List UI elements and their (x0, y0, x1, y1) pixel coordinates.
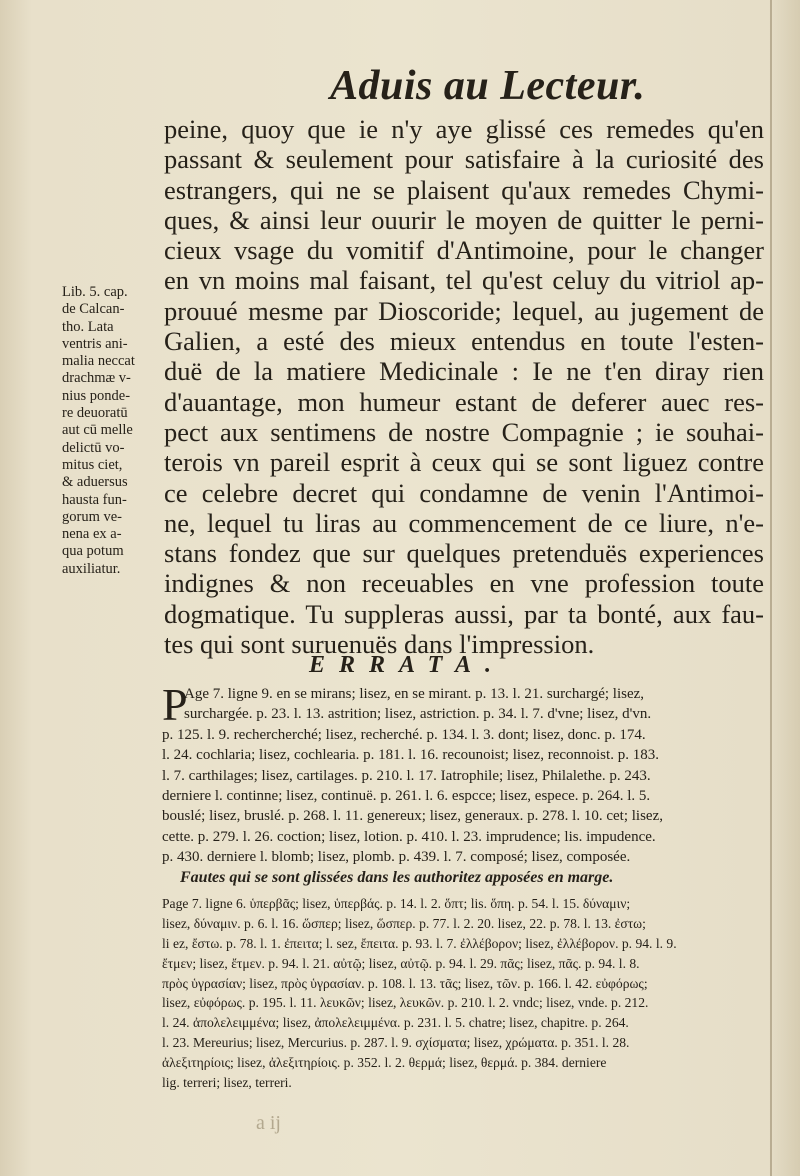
margin-note-line: ventris ani- (62, 335, 128, 352)
body-line: ne, lequel tu liras au commencement de ce liure, n'e- (164, 507, 764, 538)
margin-note-line: delictū vo- (62, 439, 125, 456)
fautes-line: lisez, δύναμιν. p. 6. l. 16. ὥσπερ; lisez, ὥσπερ. p. 77. l. 2. 20. lisez, 22. p. 78. l. 13. ἐστω; (162, 915, 646, 931)
margin-note-line: nena ex a- (62, 526, 122, 543)
page-edge-rule (770, 0, 772, 1176)
fautes-title: Fautes qui se sont glissées dans les authoritez apposées en marge. (180, 869, 614, 886)
margin-note-line: re deuoratū (62, 405, 128, 422)
body-line: ques, & ainsi leur ouurir le moyen de quitter le perni- (164, 204, 764, 235)
fautes-list (162, 894, 762, 1093)
body-line: prouué mesme par Dioscoride; lequel, au jugement de (164, 295, 764, 326)
fautes-line: ἔτμεν; lisez, ἔτμεν. p. 94. l. 21. αὐτῷ; lisez, αὐτῷ. p. 94. l. 29. πᾶς; lisez, πᾶς. p. 94. l. 8. (162, 955, 640, 971)
body-line: peine, quoy que ie n'y aye glissé ces remedes qu'en (164, 114, 764, 144)
errata-line: Age 7. ligne 9. en se mirans; lisez, en se mirant. p. 13. l. 21. surchargé; lisez, (184, 686, 645, 702)
errata-line: derniere l. continne; lisez, continuë. p. 261. l. 6. espcce; lisez, espece. p. 264. l. 5. (162, 787, 651, 804)
margin-note-line: de Calcan- (62, 301, 125, 318)
body-line: d'auantage, mon humeur estant de deferer auec res- (164, 386, 764, 417)
fautes-line: li ez, ἔστω. p. 78. l. 1. ἐπειτα; l. sez, ἔπειτα. p. 93. l. 7. ἐλλέβορον; lisez, ἐλλέβορον. p. 94. l. 9. (162, 935, 677, 951)
margin-note-line: qua potum (62, 543, 124, 560)
margin-note-line: mitus ciet, (62, 456, 123, 473)
body-line: passant & seulement pour satisfaire à la curiosité des (164, 144, 764, 175)
margin-note-line: auxiliatur. (62, 560, 121, 577)
errata-list (162, 679, 762, 868)
errata-line: l. 7. carthilages; lisez, cartilages. p. 210. l. 17. Iatrophile; lisez, Philalethe. p. 243. (162, 767, 651, 784)
errata-line: cette. p. 279. l. 26. coction; lisez, lotion. p. 410. l. 23. imprudence; lis. impudence. (162, 828, 656, 845)
body-line: pect aux sentimens de nostre Compagnie ; ie souhai- (164, 416, 764, 447)
errata-line: surchargée. p. 23. l. 13. astrition; lisez, astriction. p. 34. l. 7. d'vne; lisez, d'vn. (184, 706, 652, 723)
signature-mark: a ij (256, 1112, 281, 1134)
body-line: ce celebre decret qui condamne de venin l'Antimoi- (164, 477, 764, 508)
margin-note-line: & aduersus (62, 474, 128, 491)
body-line: Galien, a esté des mieux entendus en toute l'esten- (164, 326, 764, 357)
margin-note-line: gorum ve- (62, 508, 122, 525)
margin-note-line: nius ponde- (62, 387, 131, 404)
page-header-title: Aduis au Lecteur. (330, 63, 646, 109)
body-line: cieux vsage du vomitif d'Antimoine, pour le changer (164, 235, 764, 266)
errata-line: bouslé; lisez, bruslé. p. 268. l. 11. genereux; lisez, generaux. p. 278. l. 10. cet; lisez, (162, 808, 663, 825)
fautes-line: πρὸς ὑγρασίαν; lisez, πρὸς ὑγρασίαν. p. 108. l. 13. τᾶς; lisez, τῶν. p. 166. l. 42. εὐφόρως; (162, 975, 648, 991)
margin-note-line: hausta fun- (62, 491, 127, 508)
errata-line: l. 24. cochlaria; lisez, cochlearia. p. 181. l. 16. recounoist; lisez, reconnoist. p. 183. (162, 747, 659, 764)
body-line: indignes & non receuables en vne profession toute (164, 568, 764, 599)
margin-note-line: drachmæ v- (62, 370, 131, 387)
fautes-line: l. 23. Mereurius; lisez, Mercurius. p. 287. l. 9. σχίσματα; lisez, χρώματα. p. 351. l. 28. (162, 1035, 630, 1051)
body-line: dogmatique. Tu suppleras aussi, par ta bonté, aux fau- (164, 598, 764, 629)
errata-line: p. 125. l. 9. rechercherché; lisez, recherché. p. 134. l. 3. dont; lisez, donc. p. 174. (162, 726, 646, 743)
body-line: en vn moins mal faisant, tel qu'est celuy du vitriol ap- (164, 265, 764, 296)
body-line: duë de la matiere Medicinale : Ie ne t'en diray rien (164, 356, 764, 387)
fautes-line: Page 7. ligne 6. ὑπερβᾶς; lisez, ὑπερβάς. p. 14. l. 2. ὅπτ; lis. ὅπη. p. 54. l. 15. δύναμιν; (162, 896, 631, 911)
errata-title: ERRATA. (308, 652, 506, 678)
fautes-line: l. 24. ἀπολελειμμένα; lisez, ἀπολελειμμένα. p. 231. l. 5. chatre; lisez, chapitre. p. 264. (162, 1015, 629, 1031)
body-text (164, 114, 764, 659)
body-line: estrangers, qui ne se plaisent qu'aux remedes Chymi- (164, 174, 764, 205)
fautes-line: lig. terreri; lisez, terreri. (162, 1075, 292, 1091)
margin-note (62, 284, 162, 578)
errata-dropcap: P (162, 679, 188, 730)
body-line: tes qui sont suruenuës dans l'impression. (164, 629, 595, 660)
fautes-line: lisez, εὐφόρως. p. 195. l. 11. λευκῶν; lisez, λευκῶν. p. 210. l. 2. vndc; lisez, vnde. p. 212. (162, 995, 649, 1011)
body-line: terois vn pareil esprit à ceux qui se sont liguez contre (164, 447, 764, 478)
margin-note-line: Lib. 5. cap. (62, 284, 128, 300)
body-line: stans fondez que sur quelques pretenduës experiences (164, 538, 764, 569)
fautes-line: ἀλεξιτηρίοις; lisez, ἀλεξιτηρίοις. p. 352. l. 2. θερμά; lisez, θερμά. p. 384. derniere (162, 1055, 607, 1071)
margin-note-line: tho. Lata (62, 318, 114, 335)
errata-line: p. 430. derniere l. blomb; lisez, plomb. p. 439. l. 7. composé; lisez, composée. (162, 849, 631, 866)
margin-note-line: malia neccat (62, 353, 135, 370)
margin-note-line: aut cū melle (62, 422, 133, 439)
